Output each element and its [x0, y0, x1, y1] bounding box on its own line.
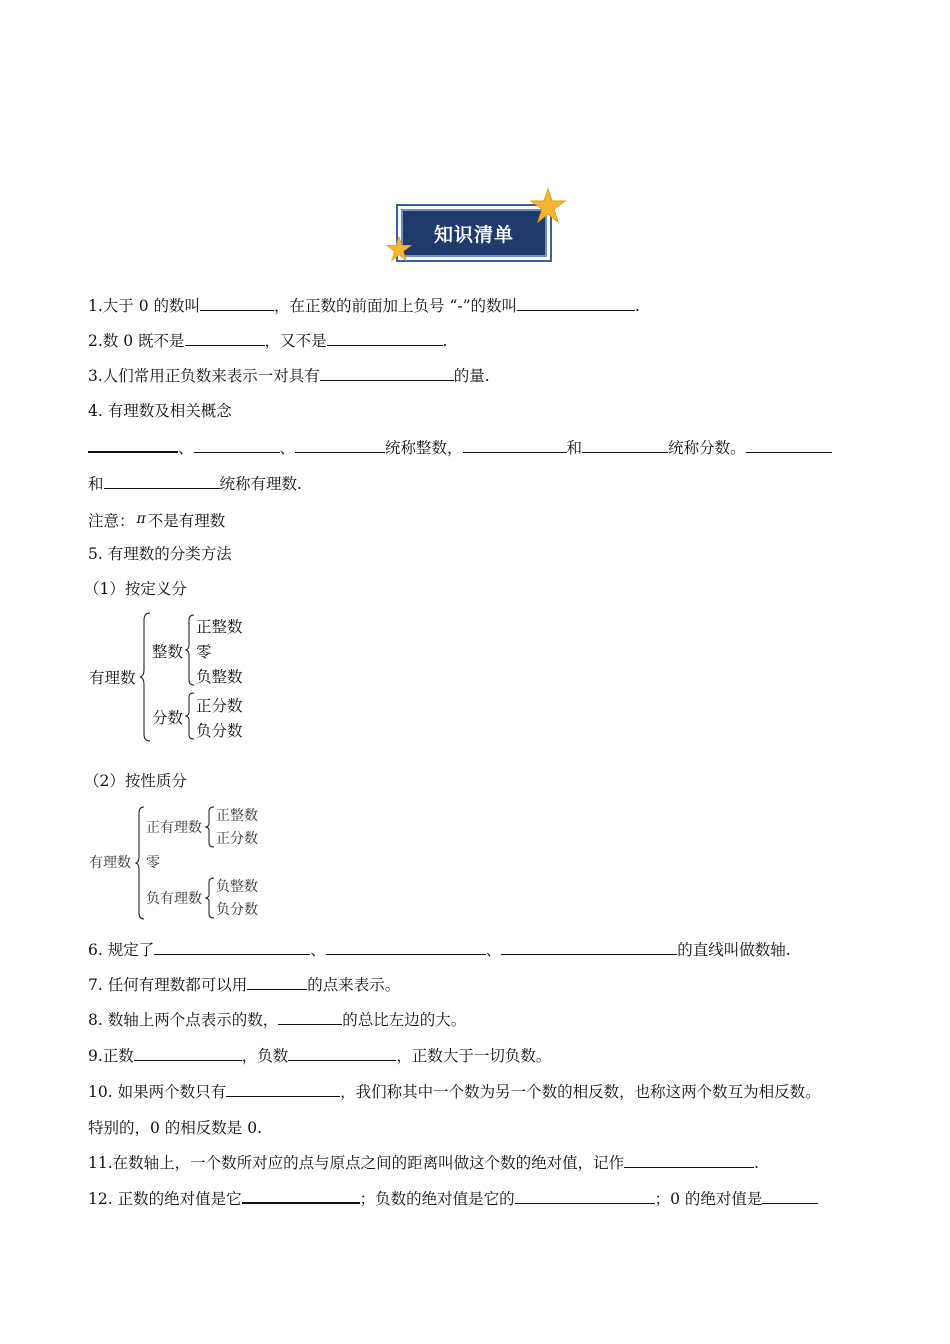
q12-text-c: ；0 的绝对值是	[654, 1190, 763, 1208]
tree2-item: 正整数	[216, 808, 258, 824]
answer-blank[interactable]	[278, 1010, 342, 1025]
answer-blank[interactable]	[242, 1188, 360, 1204]
answer-blank[interactable]	[624, 1153, 754, 1168]
q6-text-b: 的直线叫做数轴.	[677, 941, 791, 959]
star-icon	[386, 236, 412, 262]
answer-blank[interactable]	[463, 438, 567, 453]
brace-icon	[186, 614, 196, 686]
brace-icon	[206, 806, 216, 848]
answer-blank[interactable]	[320, 366, 454, 381]
q10-text-b: ，我们称其中一个数为另一个数的相反数，也称这两个数互为相反数。	[340, 1083, 821, 1101]
q11-text-a: 11.在数轴上，一个数所对应的点与原点之间的距离叫做这个数的绝对值，记作	[88, 1154, 625, 1172]
tree2-item: 正分数	[216, 831, 258, 847]
q3-text-a: 3.人们常用正负数来表示一对具有	[88, 367, 320, 385]
q10-text-a: 10. 如果两个数只有	[88, 1083, 227, 1101]
q2-text-a: 2.数 0 既不是	[88, 332, 185, 350]
q7-text-a: 7. 任何有理数都可以用	[88, 976, 248, 994]
q2-text-b: ，又不是	[264, 332, 327, 350]
q12-text-b: ；负数的绝对值是它的	[359, 1190, 515, 1208]
classification-2-title: （2）按性质分	[84, 772, 187, 790]
q1-text-b: ，在正数的前面加上负号 “-”的数叫	[274, 297, 518, 315]
answer-blank[interactable]	[88, 437, 178, 453]
tree2-group-negative: 负有理数	[146, 891, 202, 907]
question-6	[88, 940, 791, 960]
tree2-group-positive: 正有理数	[146, 820, 202, 836]
answer-blank[interactable]	[582, 438, 668, 453]
question-3	[88, 366, 490, 386]
note	[88, 509, 225, 531]
q8-text-a: 8. 数轴上两个点表示的数，	[88, 1011, 279, 1029]
pi-symbol: π	[136, 511, 146, 527]
q3-text-b: 的量.	[453, 367, 490, 385]
tree2-root: 有理数	[89, 855, 131, 871]
tree2-zero: 零	[146, 855, 160, 871]
answer-blank[interactable]	[194, 438, 280, 453]
classification-1-title: （1）按定义分	[84, 580, 187, 598]
q4-text-and: 和	[566, 439, 583, 457]
answer-blank[interactable]	[517, 296, 635, 311]
q4-text-e: 和	[88, 475, 104, 493]
question-8	[88, 1010, 466, 1030]
question-11	[88, 1153, 759, 1173]
question-10	[88, 1082, 821, 1102]
tree2-item: 负整数	[216, 879, 258, 895]
answer-blank[interactable]	[327, 331, 443, 346]
separator: 、	[310, 941, 326, 959]
brace-icon	[186, 692, 196, 740]
note-label: 注意：	[88, 512, 135, 530]
answer-blank[interactable]	[200, 296, 274, 311]
question-4-title: 4. 有理数及相关概念	[88, 402, 232, 420]
question-4-line-1	[88, 437, 832, 458]
question-2	[88, 331, 447, 351]
answer-blank[interactable]	[746, 438, 832, 453]
q1-text-c: .	[635, 297, 640, 315]
tree1-root: 有理数	[89, 669, 136, 687]
answer-blank[interactable]	[326, 940, 486, 955]
brace-icon	[136, 806, 146, 920]
answer-blank[interactable]	[104, 474, 220, 489]
note-text: 不是有理数	[147, 512, 226, 530]
q9-text-a: 9.正数	[88, 1047, 134, 1065]
banner-title: 知识清单	[401, 209, 547, 257]
answer-blank[interactable]	[515, 1189, 655, 1204]
tree1-item: 正整数	[196, 618, 243, 636]
answer-blank[interactable]	[762, 1189, 818, 1204]
answer-blank[interactable]	[247, 975, 307, 990]
q9-text-b: ，负数	[241, 1047, 289, 1065]
q4-text-f: 统称有理数.	[219, 475, 302, 493]
question-9	[88, 1046, 551, 1066]
tree1-item: 正分数	[196, 697, 243, 715]
question-1	[88, 296, 640, 316]
answer-blank[interactable]	[134, 1046, 242, 1061]
tree1-item: 零	[196, 643, 212, 661]
question-4-line-2	[88, 474, 302, 494]
star-icon	[530, 188, 566, 224]
separator: 、	[279, 439, 296, 457]
tree1-group-integer: 整数	[152, 643, 184, 661]
q2-text-c: .	[442, 332, 448, 350]
brace-icon	[140, 612, 152, 742]
q9-text-c: ，正数大于一切负数。	[396, 1047, 552, 1065]
answer-blank[interactable]	[288, 1046, 396, 1061]
answer-blank[interactable]	[226, 1082, 340, 1097]
section-banner	[396, 204, 552, 262]
tree1-item: 负分数	[196, 722, 243, 740]
q12-text-a: 12. 正数的绝对值是它	[88, 1190, 242, 1208]
answer-blank[interactable]	[501, 940, 677, 955]
question-5-title: 5. 有理数的分类方法	[88, 545, 232, 563]
brace-icon	[206, 877, 216, 919]
tree1-item: 负整数	[196, 668, 243, 686]
question-7	[88, 975, 400, 995]
question-12	[88, 1188, 818, 1209]
separator: 、	[485, 941, 502, 959]
q11-text-b: .	[754, 1154, 760, 1172]
tree2-item: 负分数	[216, 902, 258, 918]
answer-blank[interactable]	[185, 331, 265, 346]
answer-blank[interactable]	[295, 438, 385, 453]
q6-text-a: 6. 规定了	[88, 941, 155, 959]
question-10-note: 特别的，0 的相反数是 0.	[88, 1119, 263, 1137]
q4-text-d: 统称分数。	[668, 439, 746, 457]
q8-text-b: 的总比左边的大。	[342, 1011, 467, 1029]
q7-text-b: 的点来表示。	[307, 976, 401, 994]
tree1-group-fraction: 分数	[152, 709, 184, 727]
q1-text-a: 1.大于 0 的数叫	[88, 297, 201, 315]
answer-blank[interactable]	[154, 940, 310, 955]
separator: 、	[178, 439, 194, 457]
q4-text-c: 统称整数，	[385, 439, 463, 457]
